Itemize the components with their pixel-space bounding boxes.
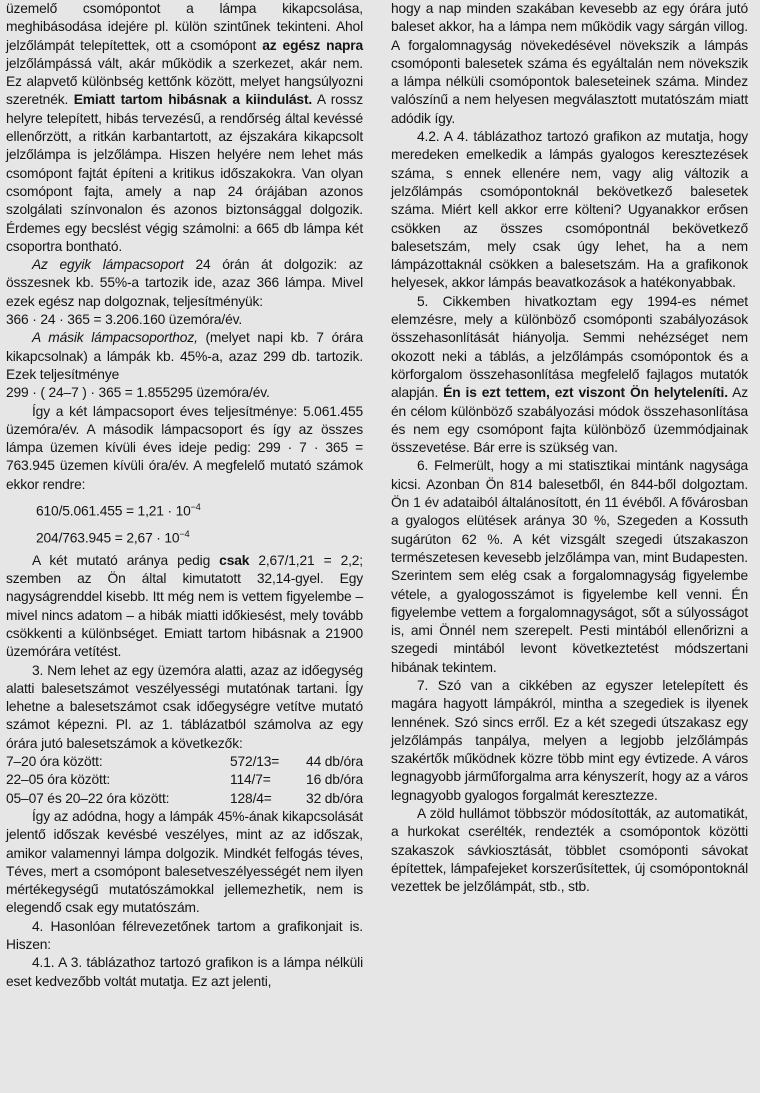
equation: 366 · 24 · 365 = 3.206.160 üzemóra/év.: [6, 312, 243, 328]
paragraph: Az egyik lámpacsoport 24 órán át dolgozik: az összesnek kb. 55%-a tartozik ide, azaz 366 lámpa. Mivel ezek egész nap dolgoznak, teljesítményük:: [6, 257, 363, 309]
paragraph: hogy a nap minden szakában kevesebb az egy órára jutó baleset akkor, ha a lámpa nem működik vagy sárgán villog. A forgalomnagyság növekedésével növekszik a lámpás csomóponti balesetek száma és egyáltalán nem növekszik a lámpa nélküli csomópontok baleseteinek száma. Mindez valószínű a nem helyesen megválasztott mutatószám miatt adódik így.: [391, 1, 748, 126]
paragraph: A zöld hullámot többször módosították, az automatikát, a hurkokat cserélték, rendezték a csomópontok közötti szakaszok sávkiosztását, többlet csomóponti sávokat építettek, lámpafejeket korszerűsítettek, új csomópontoknál vezettek be jelzőlámpát, stb., stb.: [391, 806, 748, 895]
right-column: [391, 0, 748, 1093]
paragraph: Így a két lámpacsoport éves teljesítménye: 5.061.455 üzemóra/év. A második lámpacsoport és így az összes lámpa üzemen kívüli éves ideje pedig: 299 · 7 · 365 = 763.945 üzemen kívüli óra/év. A megfelelő mutató számok ekkor rendre:: [6, 403, 363, 492]
paragraph: 5. Cikkemben hivatkoztam egy 1994-es német elemzésre, mely a különböző csomóponti szabályozások összehasonlítását hiányolja. Semmi nehézséget nem okozott neki a táblás, a jelzőlámpás csomópontok és a körforgalom összehasonlítása megfelelő fajlagos mutatók alapján. Én is ezt tettem, ezt viszont Ön helyteleníti. Az én célom különböző szabályozási módok összehasonlítása és nem egy csomópont fajta különböző üzemmódjainak összevetése. Bár erre is szükség van.: [391, 293, 748, 456]
table-row: 22–05 óra között: 114/7= 16 db/óra: [6, 772, 363, 788]
table-row: 05–07 és 20–22 óra között: 128/4= 32 db/óra: [6, 790, 363, 806]
paragraph: 4.2. A 4. táblázathoz tartozó grafikon az mutatja, hogy meredeken emelkedik a lámpás gyalogos keresztezések száma, s ennek ellenére nem, vagy alig változik a jelzőlámpás csomópontoknál bekövetkező balesetek száma. Miért kell akkor erre költeni? Ugyanakkor erősen csökken az összes csomópontnál bekövetkező balesetszám, mely csak úgy lehet, ha a nem lámpázottaknál csökken a balesetszám. Ha a grafikonok helyesek, akkor lámpás beavatkozások a hatékonyabbak.: [391, 129, 748, 291]
equation: 299 · ( 24–7 ) · 365 = 1.855295 üzemóra/év.: [6, 385, 270, 401]
paragraph: 4. Hasonlóan félrevezetőnek tartom a grafikonjait is. Hiszen:: [6, 918, 363, 953]
paragraph: A másik lámpacsoporthoz, (melyet napi kb. 7 órára kikapcsolnak) a lámpák kb. 45%-a, azaz 299 db. tartozik. Ezek teljesítménye: [6, 330, 363, 382]
formula-2: $204/763.945 = 2,67 \cdot 10^{-4}$: [36, 528, 190, 546]
formula-1: $610/5.061.455 = 1,21 \cdot 10^{-4}$: [36, 502, 201, 519]
left-column: [6, 0, 363, 1093]
paragraph: Így az adódna, hogy a lámpák 45%-ának kikapcsolását jelentő időszak kevésbé veszélyes, mint az az időszak, amikor valamennyi lámpa dolgozik. Mindkét felfogás téves, Téves, mert a csomópont balesetveszélyességét nem ilyen mértékegységű mutatószámokkal jellemezhetik, nem is elegendő csak egy mutatószám.: [6, 808, 363, 916]
table-row: 7–20 óra között: 572/13= 44 db/óra: [6, 754, 363, 770]
paragraph: 6. Felmerült, hogy a mi statisztikai mintánk nagysága kicsi. Azonban Ön 814 balesetből, én 844-ből dolgoztam. Ön 1 év adataiból általánosított, én 11 évéből. A fővárosban a gyalogos elütések aránya 30 %, Szegeden a Kossuth sugárúton 62 %. A két vizsgált szegedi útszakaszon természetesen kevesebb jelzőlámpa van, mint Budapesten. Szerintem sem elég csak a forgalomnagyság figyelembe vétele, a gyalogosszámot is figyelembe kell venni. Én figyelembe vettem a forgalomnagyságot, sőt a súlyosságot is, ami Önnél nem szerepelt. Pesti mintából ellenőrizni a szegedi mintából levont következtetést módszertani hibának tekintem.: [391, 458, 748, 675]
paragraph: 3. Nem lehet az egy üzemóra alatti, azaz az időegység alatti balesetszámot veszélyességi mutatónak tartani. Így lehetne a balesetszámot csak időegységre vetítve mutató számot képezni. Pl. az 1. táblázatból számolva az egy órára jutó balesetszámok a következők:: [6, 662, 363, 751]
paragraph: A két mutató aránya pedig csak 2,67/1,21 = 2,2; szemben az Ön által kimutatott 32,14-gyel. Egy nagyságrenddel kisebb. Itt még nem is vettem figyelembe – mivel nincs adatom – a hibák miatti időkiesést, mely tovább csökkenti a különbséget. Emiatt tartom hibásnak a 21900 üzemórára vetítést.: [6, 552, 363, 660]
paragraph: 4.1. A 3. táblázathoz tartozó grafikon is a lámpa nélküli eset kedvezőbb voltát mutatja. Ez azt jelenti,: [6, 955, 363, 989]
paragraph: üzemelő csomópontot a lámpa kikapcsolása, meghibásodása idejére pl. külön szintűnek tekinteni. Ahol jelzőlámpát telepítettek, ott a csomópont az egész napra jelzőlámpássá vált, akár működik a szerkezet, akár nem. Ez alapvető különbség kettőnk között, melyet hangsúlyozni szeretnék. Emiatt tartom hibásnak a kiindulást. A rossz helyre telepített, hibás tervezésű, a rendőrség által kevéssé ellenőrzött, a ritkán karbantartott, az éjszakára kikapcsolt jelzőlámpa is jelzőlámpa. Hiszen helyére nem lehet más csomópont fajtát építeni a kritikus időszakokra. Van olyan csomópont fajta, amely a nap 24 órájában azonos szolgálati színvonalon és azonos biztonsággal dolgozik. Érdemes egy becslést végig számolni: a 665 db lámpa két csoportra bontható.: [6, 1, 364, 254]
paragraph: 7. Szó van a cikkében az egyszer letelepített és magára hagyott lámpákról, mintha a szegediek is ilyenek lennének. Szó sincs erről. Ez a két szegedi útszakasz egy jelzőlámpás tanpálya, melyen a legjobb jelzőlámpás szakértők működnek közre több mint egy évtizede. A város legnagyobb járműforgalma arra kényszerít, hogy az a város legnagyobb gyalogos forgalmát keresztezze.: [391, 677, 748, 803]
